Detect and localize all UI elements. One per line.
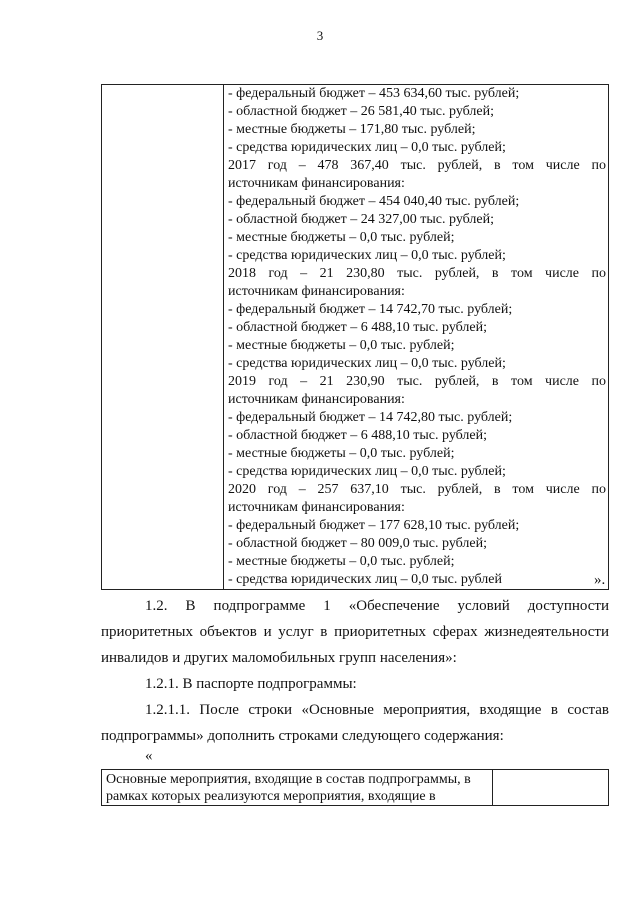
financing-line: - местные бюджеты – 0,0 тыс. рублей;: [228, 230, 455, 245]
financing-line: источникам финансирования:: [228, 176, 405, 191]
financing-line: - областной бюджет – 24 327,00 тыс. рублей;: [228, 212, 494, 227]
financing-line: источникам финансирования:: [228, 284, 405, 299]
financing-line: - средства юридических лиц – 0,0 тыс. рублей;: [228, 140, 506, 155]
financing-line: - областной бюджет – 6 488,10 тыс. рублей;: [228, 428, 487, 443]
financing-line: - федеральный бюджет – 453 634,60 тыс. рублей;: [228, 86, 520, 101]
financing-line: - местные бюджеты – 0,0 тыс. рублей;: [228, 338, 455, 353]
financing-line: источникам финансирования:: [228, 500, 405, 515]
closing-quote: ».: [594, 572, 606, 588]
financing-line: - федеральный бюджет – 454 040,40 тыс. рублей;: [228, 194, 520, 209]
financing-table: [101, 84, 609, 590]
financing-year-line: 2020 год – 257 637,10 тыс. рублей, в том числе по: [228, 482, 606, 497]
financing-line: - средства юридических лиц – 0,0 тыс. рублей;: [228, 248, 506, 263]
financing-year-line: 2019 год – 21 230,90 тыс. рублей, в том числе по: [228, 374, 606, 389]
page-number: 3: [316, 28, 324, 43]
financing-table-value-cell: [224, 85, 609, 590]
financing-line: - средства юридических лиц – 0,0 тыс. рублей: [228, 572, 502, 587]
main-activities-label-cell: Основные мероприятия, входящие в состав подпрограммы, в рамках которых реализуются мероприятия, входящие в: [102, 770, 493, 806]
opening-quote: «: [145, 748, 153, 764]
paragraph-1-2-1-1: 1.2.1.1. После строки «Основные мероприятия, входящие в состав подпрограммы» дополнить строками следующего содержания:: [101, 702, 609, 744]
financing-line: - федеральный бюджет – 177 628,10 тыс. рублей;: [228, 518, 520, 533]
paragraph-1-2: 1.2. В подпрограмме 1 «Обеспечение условий доступности приоритетных объектов и услуг в приоритетных сферах жизнедеятельности инвалидов и других маломобильных групп населения»:: [101, 598, 609, 666]
financing-line: - местные бюджеты – 0,0 тыс. рублей;: [228, 446, 455, 461]
financing-line: - областной бюджет – 26 581,40 тыс. рублей;: [228, 104, 494, 119]
financing-line: - местные бюджеты – 171,80 тыс. рублей;: [228, 122, 476, 137]
financing-line: - средства юридических лиц – 0,0 тыс. рублей;: [228, 464, 506, 479]
main-activities-table: [101, 769, 609, 806]
financing-line: - областной бюджет – 80 009,0 тыс. рублей;: [228, 536, 487, 551]
financing-year-line: 2018 год – 21 230,80 тыс. рублей, в том числе по: [228, 266, 606, 281]
financing-year-line: 2017 год – 478 367,40 тыс. рублей, в том числе по: [228, 158, 606, 173]
main-activities-value-cell: [493, 770, 609, 806]
financing-line: - средства юридических лиц – 0,0 тыс. рублей;: [228, 356, 506, 371]
financing-line: - федеральный бюджет – 14 742,70 тыс. рублей;: [228, 302, 513, 317]
financing-line: - областной бюджет – 6 488,10 тыс. рублей;: [228, 320, 487, 335]
financing-line: - федеральный бюджет – 14 742,80 тыс. рублей;: [228, 410, 513, 425]
financing-table-label-cell: [102, 85, 224, 590]
financing-line: - местные бюджеты – 0,0 тыс. рублей;: [228, 554, 455, 569]
financing-line: источникам финансирования:: [228, 392, 405, 407]
paragraph-1-2-1: 1.2.1. В паспорте подпрограммы:: [145, 676, 357, 692]
